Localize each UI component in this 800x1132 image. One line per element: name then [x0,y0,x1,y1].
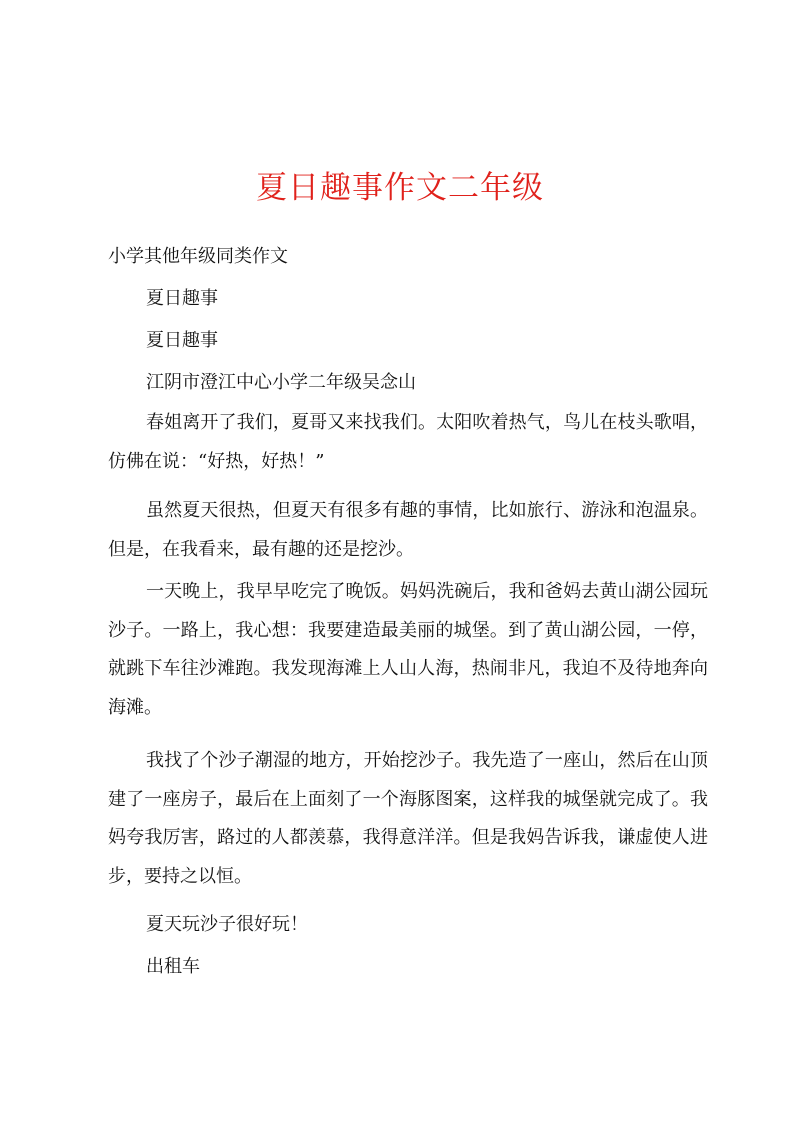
paragraph: 一天晚上，我早早吃完了晚饭。妈妈洗碗后，我和爸妈去黄山湖公园玩沙子。一路上，我心想：我要建造最美丽的城堡。到了黄山湖公园，一停，就跳下车往沙滩跑。我发现海滩上人山人海，热闹非凡，我迫不及待地奔向海滩。 [108,581,708,718]
paragraph: 虽然夏天很热，但夏天有很多有趣的事情，比如旅行、游泳和泡温泉。但是，在我看来，最有趣的还是挖沙。 [108,500,708,560]
next-essay-heading: 出租车 [146,956,200,977]
paragraph: 夏天玩沙子很好玩！ [146,914,308,935]
author-line: 江阴市澄江中心小学二年级吴念山 [146,372,416,393]
paragraph: 春姐离开了我们，夏哥又来找我们。太阳吹着热气，鸟儿在枝头歌唱，仿佛在说：“好热，好热！” [108,412,708,472]
document-title: 夏日趣事作文二年级 [256,170,544,206]
category-label: 小学其他年级同类作文 [108,246,288,267]
essay-heading: 夏日趣事 [146,288,218,309]
essay-subheading: 夏日趣事 [146,330,218,351]
paragraph: 我找了个沙子潮湿的地方，开始挖沙子。我先造了一座山，然后在山顶建了一座房子，最后在上面刻了一个海豚图案，这样我的城堡就完成了。我妈夸我厉害，路过的人都羡慕，我得意洋洋。但是我妈告诉我，谦虚使人进步，要持之以恒。 [108,750,708,887]
